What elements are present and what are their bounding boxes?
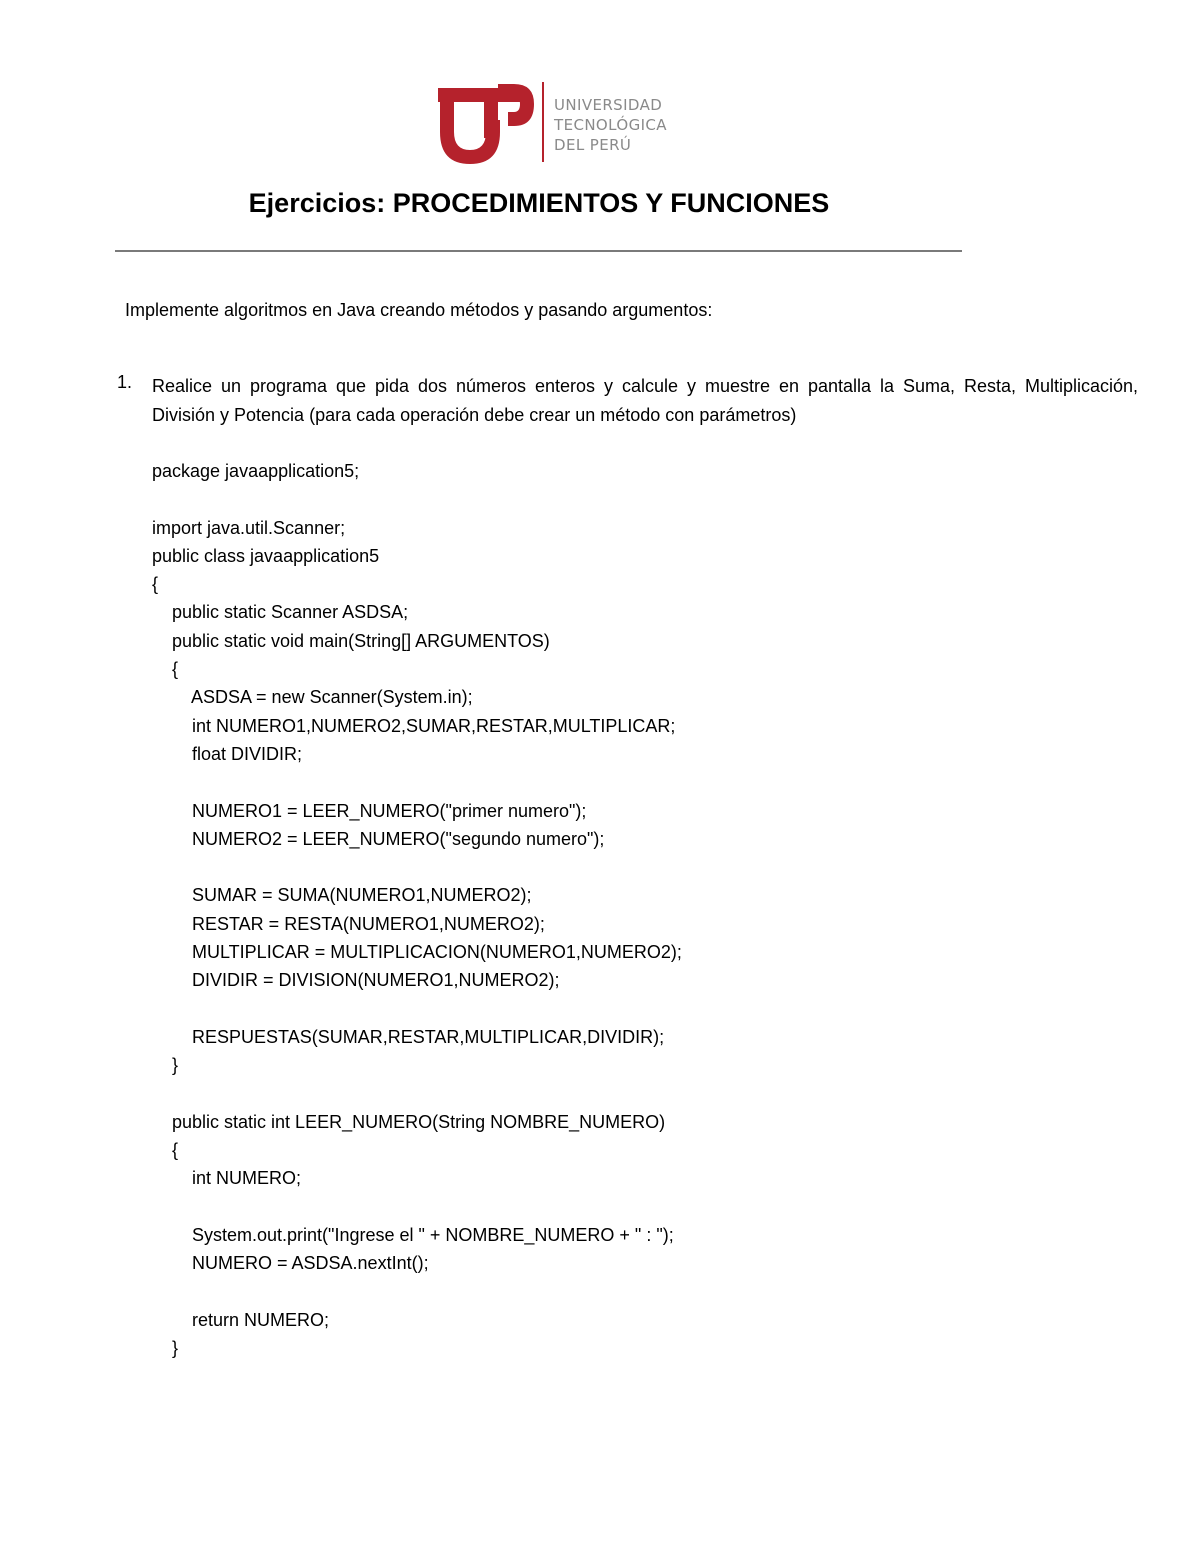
code-line: float DIVIDIR; <box>152 743 303 764</box>
code-block <box>152 457 682 1363</box>
code-line: RESTAR = RESTA(NUMERO1,NUMERO2); <box>152 913 545 934</box>
code-line <box>152 995 682 1023</box>
code-line: public static Scanner ASDSA; <box>152 602 409 623</box>
code-line <box>152 853 682 881</box>
code-line: package javaapplication5; <box>152 461 360 481</box>
code-line: public class javaapplication5 <box>152 545 380 566</box>
university-name-line: UNIVERSIDAD <box>554 96 663 114</box>
code-line: { <box>152 659 179 680</box>
code-line: NUMERO2 = LEER_NUMERO("segundo numero"); <box>152 828 605 849</box>
code-line: SUMAR = SUMA(NUMERO1,NUMERO2); <box>152 885 532 906</box>
code-line: return NUMERO; <box>152 1309 330 1330</box>
code-line <box>152 485 682 513</box>
code-line: ASDSA = new Scanner(System.in); <box>152 687 473 708</box>
code-line: RESPUESTAS(SUMAR,RESTAR,MULTIPLICAR,DIVIDIR); <box>152 1026 665 1047</box>
code-line: { <box>152 1140 179 1161</box>
exercise-statement: Realice un programa que pida dos números enteros y calcule y muestre en pantalla la Suma, Resta, Multiplicación, División y Potencia (para cada operación debe crear un método con parámetros) <box>152 376 1138 425</box>
exercise-number: 1. <box>117 372 133 392</box>
code-line: } <box>152 1055 179 1076</box>
code-line <box>152 1193 682 1221</box>
code-line: int NUMERO; <box>152 1168 302 1189</box>
code-line: MULTIPLICAR = MULTIPLICACION(NUMERO1,NUMERO2); <box>152 942 682 963</box>
code-line <box>152 1278 682 1306</box>
code-line: NUMERO1 = LEER_NUMERO("primer numero"); <box>152 800 587 821</box>
title-divider <box>115 250 962 252</box>
code-line: public static int LEER_NUMERO(String NOMBRE_NUMERO) <box>152 1111 666 1132</box>
code-line: System.out.print("Ingrese el " + NOMBRE_NUMERO + " : "); <box>152 1225 674 1246</box>
university-name <box>554 95 667 155</box>
page-title: Ejercicios: PROCEDIMIENTOS Y FUNCIONES <box>248 188 830 218</box>
code-line: } <box>152 1338 179 1359</box>
university-name-line: TECNOLÓGICA <box>554 116 667 134</box>
code-line: NUMERO = ASDSA.nextInt(); <box>152 1253 429 1274</box>
code-line: int NUMERO1,NUMERO2,SUMAR,RESTAR,MULTIPLICAR; <box>152 715 676 736</box>
code-line: DIVIDIR = DIVISION(NUMERO1,NUMERO2); <box>152 970 560 991</box>
university-name-line: DEL PERÚ <box>554 136 632 154</box>
code-line: { <box>152 574 159 595</box>
intro-text: Implemente algoritmos en Java creando métodos y pasando argumentos: <box>125 300 713 320</box>
code-line <box>152 768 682 796</box>
code-line: import java.util.Scanner; <box>152 517 346 538</box>
utp-logo-mark <box>438 84 534 164</box>
logo-divider <box>542 82 544 162</box>
code-line: public static void main(String[] ARGUMENTOS) <box>152 630 550 651</box>
code-line <box>152 1080 682 1108</box>
